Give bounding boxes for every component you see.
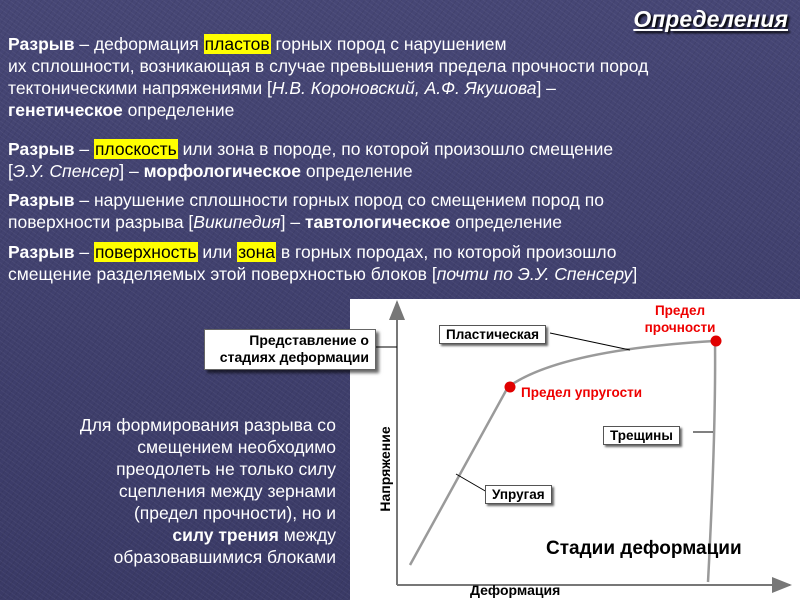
text: или зона в породе, по которой произошло смещение — [177, 139, 614, 159]
highlight: зона — [238, 242, 276, 262]
text: определение — [301, 161, 413, 181]
definition-kind: генетическое — [8, 100, 123, 120]
text: определение — [450, 212, 562, 232]
term: Разрыв — [8, 34, 75, 54]
y-axis-label: Напряжение — [377, 426, 393, 512]
line: Для формирования разрыва со — [79, 415, 336, 435]
strength-limit-label — [640, 302, 720, 336]
text: ] — [632, 264, 638, 284]
elastic-label: Упругая — [485, 485, 552, 504]
text: ] – — [119, 161, 144, 181]
text: горных пород с нарушением — [270, 34, 507, 54]
line: между — [278, 525, 336, 545]
strength-limit-line2: прочности — [644, 320, 716, 335]
callout-line1: Представление о — [249, 332, 369, 348]
source: Википедия — [193, 212, 281, 232]
leader-line-elastic — [456, 474, 487, 492]
x-axis-label: Деформация — [470, 582, 561, 598]
source: Н.В. Короновский, А.Ф. Якушова — [271, 78, 537, 98]
text: – нарушение сплошности горных пород со смещением пород по — [74, 190, 604, 210]
friction-term: силу трения — [172, 525, 279, 545]
text: в горных породах, по которой произошло — [276, 242, 617, 262]
elastic-limit-label: Предел упругости — [521, 385, 643, 400]
strength-limit-marker — [711, 336, 722, 347]
definition-kind: морфологическое — [143, 161, 302, 181]
text: ] – — [536, 78, 556, 98]
line: смещением необходимо — [137, 437, 336, 457]
line: образовавшимися блоками — [113, 547, 336, 567]
text: – деформация — [74, 34, 204, 54]
source: почти по Э.У. Спенсеру — [436, 264, 633, 284]
cracks-label: Трещины — [603, 426, 680, 445]
text: ] – — [280, 212, 305, 232]
definition-kind: тавтологическое — [304, 212, 451, 232]
source: Э.У. Спенсер — [12, 161, 120, 181]
text: [ — [8, 161, 13, 181]
elastic-limit-marker — [505, 382, 516, 393]
text: определение — [122, 100, 235, 120]
text: их сплошности, возникающая в случае превышения предела прочности пород — [8, 56, 649, 76]
highlight: поверхность — [94, 242, 197, 262]
text: тектоническими напряжениями [ — [8, 78, 272, 98]
diagram-title: Стадии деформации — [546, 538, 742, 559]
strength-limit-line1: Предел — [654, 303, 706, 318]
plastic-label: Пластическая — [439, 325, 546, 344]
text: или — [197, 242, 238, 262]
friction-explanation — [20, 414, 336, 568]
term: Разрыв — [8, 242, 75, 262]
deformation-stages-callout — [204, 329, 376, 370]
leader-line-plastic — [550, 333, 630, 350]
text: – — [74, 139, 94, 159]
highlight: плоскость — [94, 139, 177, 159]
term: Разрыв — [8, 139, 75, 159]
line: сцепления между зернами — [118, 481, 336, 501]
text: поверхности разрыва [ — [8, 212, 194, 232]
text: смещение разделяемых этой поверхностью блоков [ — [8, 264, 437, 284]
term: Разрыв — [8, 190, 75, 210]
callout-line2: стадиях деформации — [219, 349, 369, 365]
line: (предел прочности), но и — [133, 503, 336, 523]
slide-title: Определения — [633, 6, 788, 32]
line: преодолеть не только силу — [116, 459, 336, 479]
highlight: пластов — [204, 34, 270, 54]
text: – — [74, 242, 94, 262]
